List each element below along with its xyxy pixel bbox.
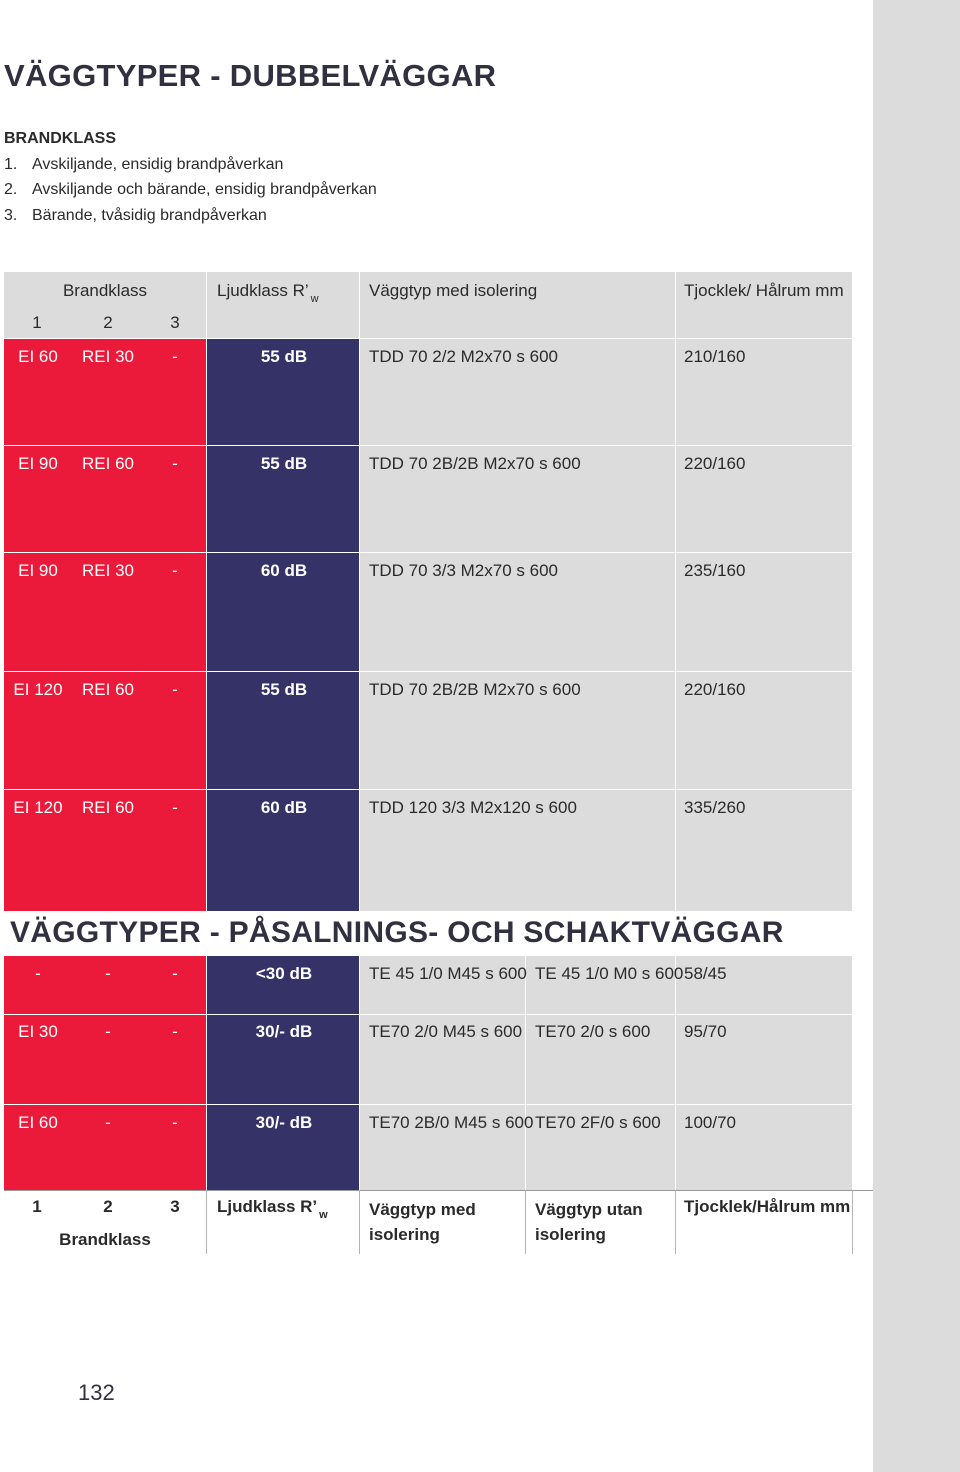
- vaggtyp-med-band: [360, 956, 525, 1190]
- cell-tjocklek: 235/160: [684, 561, 746, 580]
- cell-vaggtyp-med: TE70 2B/0 M45 s 600: [369, 1113, 534, 1132]
- footer-col-1: 1: [32, 1197, 42, 1216]
- cell-tjocklek: 95/70: [684, 1022, 727, 1041]
- cell-brandklass-1: EI 120: [13, 680, 63, 699]
- row-divider: [4, 789, 873, 790]
- cell-vaggtyp: TDD 70 2/2 M2x70 s 600: [369, 347, 558, 366]
- cell-brandklass-1: EI 60: [18, 347, 58, 366]
- row-divider: [4, 445, 873, 446]
- cell-brandklass-2: -: [105, 964, 111, 983]
- cell-ljudklass: 60 dB: [260, 798, 308, 817]
- legend-item: 1. Avskiljande, ensidig brandpåverkan: [4, 155, 284, 173]
- footer-vaggtyp-utan: Väggtyp utan isolering: [535, 1200, 643, 1244]
- cell-brandklass-2: REI 60: [82, 680, 134, 699]
- cell-brandklass-2: -: [105, 1113, 111, 1132]
- cell-tjocklek: 100/70: [684, 1113, 736, 1132]
- page-margin-band: [873, 0, 960, 1472]
- cell-tjocklek: 210/160: [684, 347, 746, 366]
- cell-vaggtyp: TDD 70 2B/2B M2x70 s 600: [369, 680, 581, 699]
- cell-brandklass-3: -: [172, 798, 178, 817]
- header-col-1: 1: [32, 313, 42, 332]
- ljudklass-band: [207, 339, 359, 911]
- cell-brandklass-3: -: [172, 454, 178, 473]
- row-divider: [4, 1104, 873, 1105]
- cell-brandklass-1: EI 30: [18, 1022, 58, 1041]
- cell-tjocklek: 220/160: [684, 454, 746, 473]
- page-title: VÄGGTYPER - DUBBELVÄGGAR: [4, 58, 497, 93]
- cell-ljudklass: 55 dB: [260, 680, 308, 699]
- vaggtyp-utan-band: [526, 956, 675, 1190]
- legend-item: 2. Avskiljande och bärande, ensidig brandpåverkan: [4, 181, 377, 198]
- cell-brandklass-2: REI 60: [82, 798, 134, 817]
- cell-ljudklass: 55 dB: [260, 347, 308, 366]
- row-divider: [4, 552, 873, 553]
- col-divider: [852, 956, 853, 1190]
- col-divider: [359, 1190, 360, 1254]
- cell-tjocklek: 335/260: [684, 798, 746, 817]
- cell-tjocklek: 220/160: [684, 680, 746, 699]
- cell-brandklass-3: -: [172, 680, 178, 699]
- cell-brandklass-2: REI 30: [82, 347, 134, 366]
- cell-vaggtyp: TDD 70 3/3 M2x70 s 600: [369, 561, 558, 580]
- cell-ljudklass: 55 dB: [260, 454, 308, 473]
- row-divider: [4, 671, 873, 672]
- cell-brandklass-2: -: [105, 1022, 111, 1041]
- footer-tjocklek: Tjocklek/Hålrum mm: [684, 1197, 851, 1216]
- header-ljudklass: Ljudklass R’ $_w$: [217, 281, 319, 305]
- footer-rule: [4, 1190, 873, 1191]
- cell-brandklass-2: REI 60: [82, 454, 134, 473]
- cell-brandklass-3: -: [172, 561, 178, 580]
- footer-ljudklass: Ljudklass R’ $_w$: [217, 1197, 328, 1221]
- footer-col-3: 3: [170, 1197, 180, 1216]
- cell-ljudklass: 30/- dB: [255, 1022, 313, 1041]
- col-divider: [852, 1190, 853, 1254]
- cell-vaggtyp-utan: TE70 2F/0 s 600: [535, 1113, 661, 1132]
- cell-vaggtyp-utan: TE 45 1/0 M0 s 600: [535, 964, 684, 983]
- cell-brandklass-2: REI 30: [82, 561, 134, 580]
- cell-ljudklass: <30 dB: [255, 964, 313, 983]
- ljudklass-band: [207, 956, 359, 1190]
- row-divider: [4, 1014, 873, 1015]
- cell-brandklass-1: -: [35, 964, 41, 983]
- cell-brandklass-3: -: [172, 347, 178, 366]
- brandklass-band: [4, 339, 206, 911]
- footer-col-2: 2: [103, 1197, 113, 1216]
- page-number: 132: [78, 1380, 115, 1405]
- vaggtyp-band: [360, 339, 675, 911]
- col-divider: [675, 1190, 676, 1254]
- tjocklek-band: [676, 956, 852, 1190]
- cell-brandklass-1: EI 120: [13, 798, 63, 817]
- row-divider: [4, 338, 873, 339]
- cell-brandklass-1: EI 60: [18, 1113, 58, 1132]
- footer-vaggtyp-med: Väggtyp med isolering: [369, 1200, 476, 1244]
- cell-vaggtyp-utan: TE70 2/0 s 600: [535, 1022, 651, 1041]
- cell-vaggtyp-med: TE70 2/0 M45 s 600: [369, 1022, 523, 1041]
- cell-brandklass-3: -: [172, 1022, 178, 1041]
- section-title: VÄGGTYPER - PÅSALNINGS- OCH SCHAKTVÄGGAR: [10, 916, 784, 949]
- header-vaggtyp: Väggtyp med isolering: [369, 281, 538, 300]
- cell-brandklass-1: EI 90: [18, 561, 58, 580]
- cell-tjocklek: 58/45: [684, 964, 727, 983]
- col-divider: [525, 1190, 526, 1254]
- col-divider: [359, 272, 360, 911]
- cell-vaggtyp: TDD 70 2B/2B M2x70 s 600: [369, 454, 581, 473]
- cell-vaggtyp-med: TE 45 1/0 M45 s 600: [369, 964, 527, 983]
- header-col-2: 2: [103, 313, 113, 332]
- cell-ljudklass: 60 dB: [260, 561, 308, 580]
- col-divider: [206, 1190, 207, 1254]
- col-divider: [675, 272, 676, 911]
- header-brandklass: Brandklass: [62, 281, 148, 300]
- cell-brandklass-1: EI 90: [18, 454, 58, 473]
- cell-brandklass-3: -: [172, 1113, 178, 1132]
- footer-brandklass: Brandklass: [59, 1230, 151, 1249]
- cell-ljudklass: 30/- dB: [255, 1113, 313, 1132]
- legend-heading: BRANDKLASS: [4, 130, 116, 147]
- cell-vaggtyp: TDD 120 3/3 M2x120 s 600: [369, 798, 577, 817]
- legend-item: 3. Bärande, tvåsidig brandpåverkan: [4, 206, 267, 224]
- header-tjocklek: Tjocklek/ Hålrum mm: [684, 281, 844, 300]
- header-col-3: 3: [170, 313, 180, 332]
- col-divider: [852, 272, 853, 911]
- brandklass-legend: [4, 126, 377, 228]
- tjocklek-band: [676, 339, 852, 911]
- cell-brandklass-3: -: [172, 964, 178, 983]
- brandklass-band: [4, 956, 206, 1190]
